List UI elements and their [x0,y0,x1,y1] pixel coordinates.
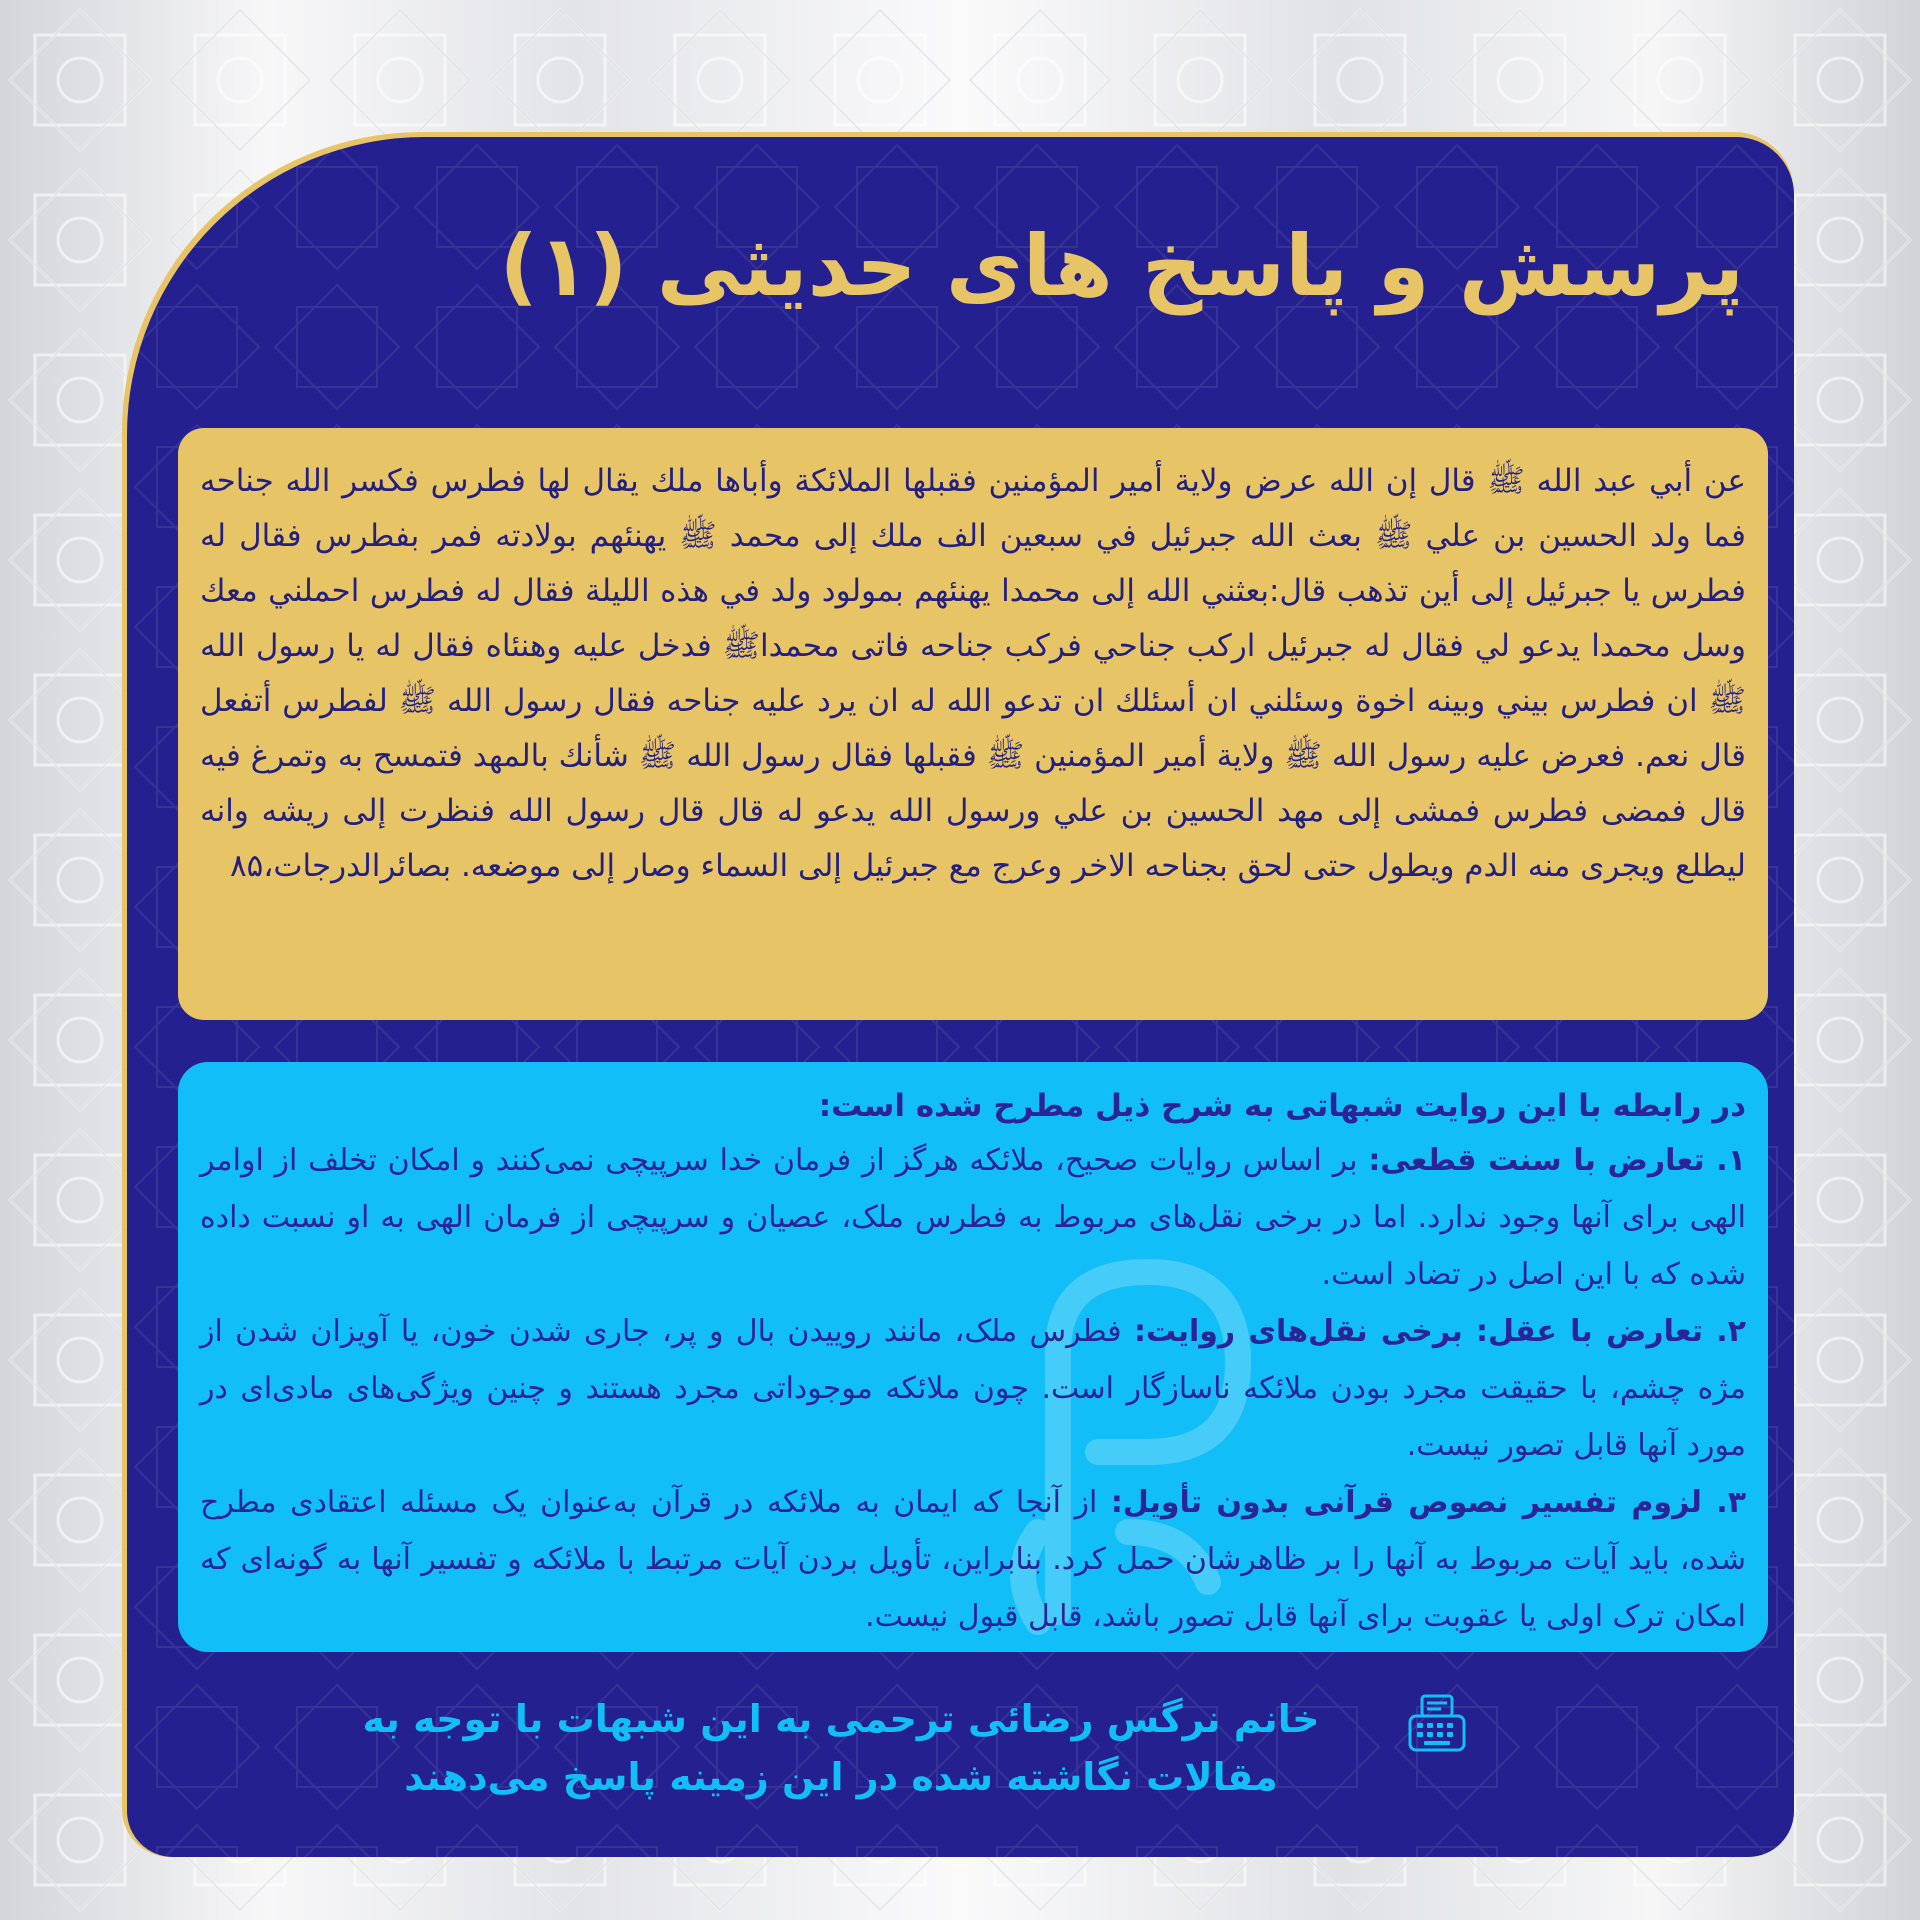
question-heading-1: ۱. تعارض با سنت قطعی: [1368,1143,1746,1178]
hadith-box [178,428,1768,1020]
question-item-3 [200,1474,1746,1645]
questions-box [178,1062,1768,1652]
questions-intro: در رابطه با این روایت شبهاتی به شرح ذیل مطرح شده است: [818,1088,1746,1124]
footer [300,1690,1470,1820]
question-body-2: فطرس ملک، مانند روییدن بال و پر، جاری شدن خون، یا آویزان شدن از مژه چشم، با حقیقت مجرد بودن ملائکه ناسازگار است. چون ملائکه موجوداتی مجرد هستند و چنین ویژگی‌های مادی‌ای در مورد آنها قابل تصور نیست. [200,1314,1746,1463]
question-heading-3: ۳. لزوم تفسیر نصوص قرآنی بدون تأویل: [1110,1485,1746,1520]
question-body-3: از آنجا که ایمان به ملائکه در قرآن به‌عنوان یک مسئله اعتقادی مطرح شده، باید آیات مربوط به آنها را بر ظاهرشان حمل کرد. بنابراین، تأویل بردن آیات مرتبط با ملائکه و تفسیر آنها به گونه‌ای که امکان ترک اولی یا عقوبت برای آنها قابل تصور باشد، قابل قبول نیست. [200,1485,1746,1634]
question-heading-2: ۲. تعارض با عقل: برخی نقل‌های روایت: [1133,1314,1746,1349]
footer-text: خانم نرگس رضائی ترحمی به این شبهات با توجه به مقالات نگاشته شده در این زمینه پاسخ می‌دهند [362,1697,1320,1799]
question-item-1 [200,1132,1746,1303]
page-title: پرسش و پاسخ های حدیثی (۱) [499,217,1744,315]
hadith-text: عن أبي عبد الله ﷺ قال إن الله عرض ولاية أمير المؤمنين فقبلها الملائكة وأباها ملك يقال لها فطرس فكسر الله جناحه فما ولد الحسين بن علي ﷺ بعث الله جبرئيل في سبعين الف ملك إلى محمد ﷺ يهنئهم بولادته فمر بفطرس فقال له فطرس يا جبرئيل إلى أين تذهب قال:بعثني الله إلى محمدا يهنئهم بمولود ولد في هذه الليلة فقال له فطرس احملني معك وسل محمدا يدعو لي فقال له جبرئيل اركب جناحي فركب جناحه فاتى محمداﷺ فدخل عليه وهنئاه فقال له يا رسول الله ﷺ ان فطرس بيني وبينه اخوة وسئلني ان أسئلك ان تدعو الله له ان يرد عليه جناحه فقال رسول الله ﷺ لفطرس أتفعل قال نعم. فعرض عليه رسول الله ﷺ ولاية أمير المؤمنين ﷺ فقبلها فقال رسول الله ﷺ شأنك بالمهد فتمسح به وتمرغ فيه قال فمضى فطرس فمشى إلى مهد الحسين بن علي ورسول الله يدعو له قال قال رسول الله فنظرت إلى ريشه وانه ليطلع ويجرى منه الدم ويطول حتى لحق بجناحه الاخر وعرج مع جبرئيل إلى السماء وصار إلى موضعه. بصائرالدرجات،۸۵ [200,463,1746,884]
question-body-1: بر اساس روایات صحیح، ملائکه هرگز از فرمان خدا سرپیچی نمی‌کنند و امکان تخلف از اوامر الهی برای آنها وجود ندارد. اما در برخی نقل‌های مربوط به فطرس ملک، عصیان و سرپیچی از فرمان الهی به او نسبت داده شده که با این اصل در تضاد است. [200,1143,1746,1292]
question-item-2 [200,1303,1746,1474]
typewriter-icon [1404,1692,1470,1758]
